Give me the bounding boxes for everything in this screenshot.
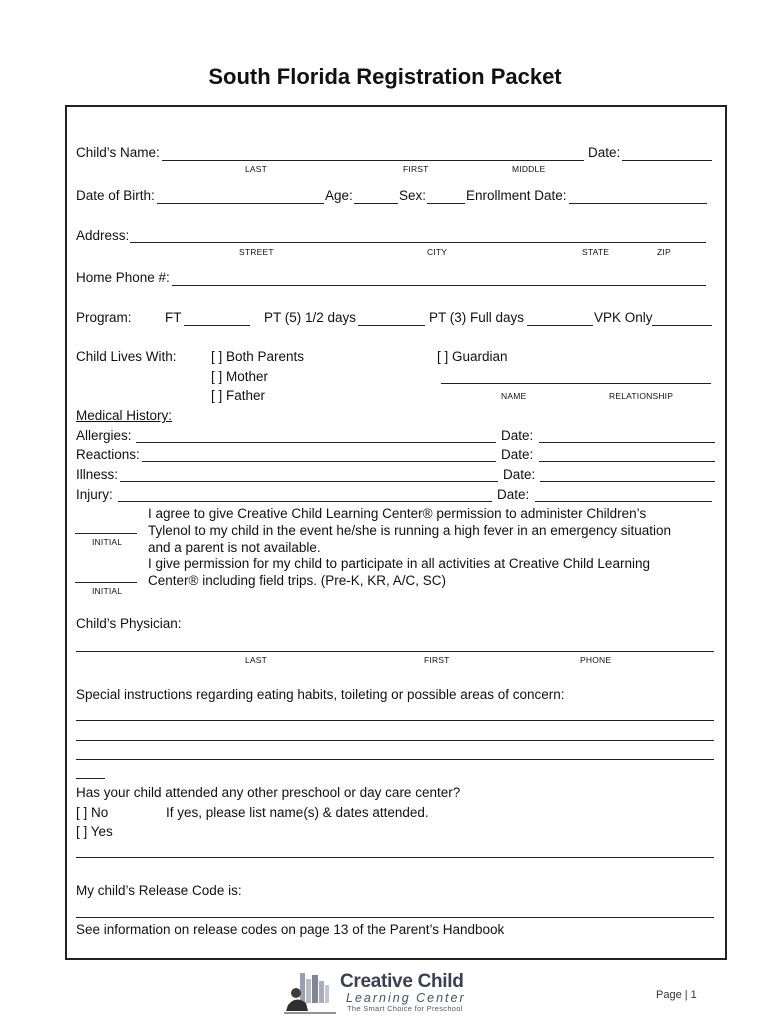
lives-with-label: Child Lives With:: [76, 349, 177, 364]
lives-with-father[interactable]: [ ] Father: [211, 388, 266, 403]
sub-last: LAST: [245, 164, 268, 174]
consent-line-2: Tylenol to my child in the event he/she is running a high fever in an emergency situation: [148, 523, 672, 538]
sub-street: STREET: [239, 247, 274, 257]
child-name-field[interactable]: [162, 160, 584, 161]
consent-line-1: I agree to give Creative Child Learning Center® permission to administer Children’s: [148, 506, 647, 521]
special-line-4[interactable]: [76, 778, 105, 779]
consent-line-5: Center® including field trips. (Pre-K, KR, A/C, SC): [148, 573, 447, 588]
initial-label-tylenol: INITIAL: [92, 537, 123, 547]
lives-with-mother[interactable]: [ ] Mother: [211, 369, 269, 384]
dob-field[interactable]: [157, 203, 324, 204]
physician-sub-first: FIRST: [424, 655, 450, 665]
sub-state: STATE: [582, 247, 610, 257]
special-line-1[interactable]: [76, 720, 714, 721]
child-name-date-field[interactable]: [622, 160, 712, 161]
preschool-yes[interactable]: [ ] Yes: [76, 824, 113, 839]
injury-date-label: Date:: [497, 487, 530, 502]
injury-label: Injury:: [76, 487, 113, 502]
program-vpk-field[interactable]: [652, 325, 712, 326]
reactions-date-field[interactable]: [539, 461, 715, 462]
guardian-field[interactable]: [441, 383, 711, 384]
allergies-label: Allergies:: [76, 428, 132, 443]
release-code-field[interactable]: [76, 917, 714, 918]
allergies-field[interactable]: [136, 442, 496, 443]
program-pt5-field[interactable]: [358, 325, 425, 326]
home-phone-label: Home Phone #:: [76, 270, 170, 285]
allergies-date-label: Date:: [501, 428, 534, 443]
program-ft-label: FT: [165, 310, 182, 325]
program-label: Program:: [76, 310, 132, 325]
injury-date-field[interactable]: [535, 501, 712, 502]
preschool-no[interactable]: [ ] No: [76, 805, 109, 820]
child-name-label: Child’s Name:: [76, 145, 160, 160]
physician-label: Child’s Physician:: [76, 616, 182, 631]
physician-field[interactable]: [76, 651, 714, 652]
program-vpk-label: VPK Only: [594, 310, 653, 325]
sub-zip: ZIP: [657, 247, 671, 257]
illness-date-label: Date:: [503, 467, 536, 482]
special-line-2[interactable]: [76, 740, 714, 741]
sex-field[interactable]: [427, 203, 465, 204]
injury-field[interactable]: [118, 501, 492, 502]
age-field[interactable]: [354, 203, 398, 204]
medical-history-heading: Medical History:: [76, 408, 173, 423]
sub-name: NAME: [501, 391, 527, 401]
enroll-field[interactable]: [569, 203, 707, 204]
initial-field-activities[interactable]: [75, 582, 137, 583]
consent-line-4: I give permission for my child to participate in all activities at Creative Child Learning: [148, 556, 650, 571]
home-phone-field[interactable]: [172, 285, 706, 286]
initial-label-activities: INITIAL: [92, 586, 123, 596]
reactions-field[interactable]: [142, 461, 496, 462]
preschool-no-note: If yes, please list name(s) & dates attended.: [166, 805, 429, 820]
logo-subtitle: Learning Center: [346, 991, 466, 1005]
page-number: Page | 1: [656, 989, 697, 1001]
illness-date-field[interactable]: [540, 481, 715, 482]
dob-label: Date of Birth:: [76, 188, 155, 203]
age-label: Age:: [325, 188, 353, 203]
address-field[interactable]: [130, 242, 706, 243]
preschool-question: Has your child attended any other preschool or day care center?: [76, 785, 461, 800]
address-label: Address:: [76, 228, 130, 243]
program-ft-field[interactable]: [184, 325, 250, 326]
special-instructions-label: Special instructions regarding eating habits, toileting or possible areas of concern:: [76, 687, 565, 702]
illness-label: Illness:: [76, 467, 119, 482]
special-line-3[interactable]: [76, 759, 714, 760]
illness-field[interactable]: [120, 481, 498, 482]
initial-field-tylenol[interactable]: [75, 533, 137, 534]
logo-tagline: The Smart Choice for Preschool: [347, 1004, 463, 1013]
child-name-date-label: Date:: [588, 145, 621, 160]
reactions-label: Reactions:: [76, 447, 140, 462]
program-pt5-label: PT (5) 1/2 days: [264, 310, 357, 325]
sub-first: FIRST: [403, 164, 429, 174]
sub-city: CITY: [427, 247, 448, 257]
program-pt3-label: PT (3) Full days: [429, 310, 525, 325]
enroll-label: Enrollment Date:: [466, 188, 567, 203]
physician-sub-last: LAST: [245, 655, 268, 665]
preschool-list-field[interactable]: [76, 857, 714, 858]
reactions-date-label: Date:: [501, 447, 534, 462]
sub-middle: MIDDLE: [512, 164, 546, 174]
logo-title: Creative Child: [340, 971, 464, 992]
lives-with-guardian[interactable]: [ ] Guardian: [437, 349, 508, 364]
program-pt3-field[interactable]: [527, 325, 593, 326]
consent-line-3: and a parent is not available.: [148, 540, 321, 555]
sub-relationship: RELATIONSHIP: [609, 391, 674, 401]
lives-with-both-parents[interactable]: [ ] Both Parents: [211, 349, 305, 364]
page-title: South Florida Registration Packet: [208, 64, 562, 89]
release-code-note: See information on release codes on page 13 of the Parent’s Handbook: [76, 922, 505, 937]
sex-label: Sex:: [399, 188, 427, 203]
release-code-label: My child’s Release Code is:: [76, 883, 242, 898]
physician-sub-phone: PHONE: [580, 655, 612, 665]
allergies-date-field[interactable]: [539, 442, 715, 443]
